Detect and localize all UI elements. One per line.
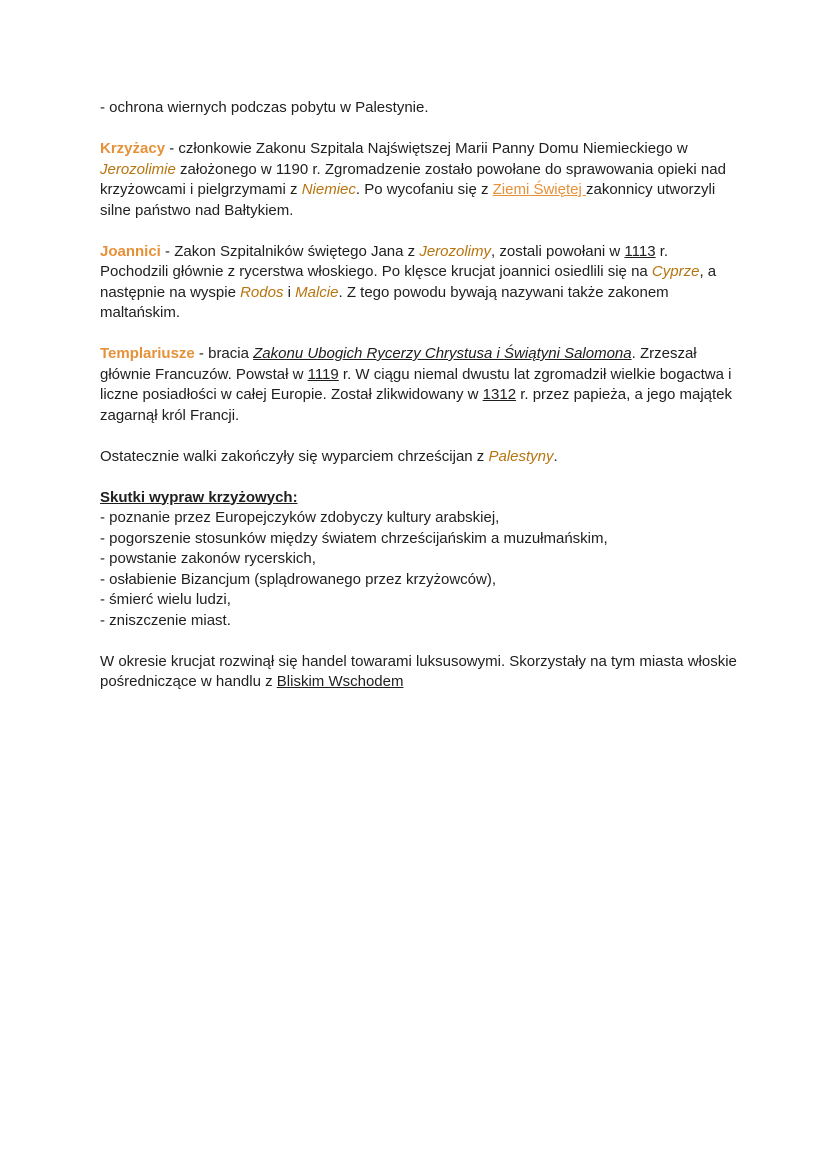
effects-item: - powstanie zakonów rycerskich, bbox=[100, 550, 316, 567]
text: r. przez papieża, a jego majątek zagarnął król Francji. bbox=[100, 386, 733, 424]
term-joannici: Joannici bbox=[100, 242, 161, 260]
text: Ostatecznie walki zakończyły się wyparciem chrześcijan z bbox=[100, 447, 489, 465]
effects-heading: Skutki wypraw krzyżowych: bbox=[100, 488, 298, 506]
text: W okresie krucjat rozwinął się handel towarami luksusowymi. Skorzystały na tym miasta włoskie pośredniczące w handlu z bbox=[100, 652, 737, 690]
place-jerozolimy: Jerozolimy bbox=[419, 242, 492, 260]
year-1312: 1312 bbox=[482, 386, 517, 403]
spacer bbox=[100, 467, 740, 488]
document-page bbox=[100, 98, 740, 693]
spacer bbox=[100, 426, 740, 447]
term-krzyzacy: Krzyżacy bbox=[100, 140, 166, 157]
place-niemiec: Niemiec bbox=[301, 181, 356, 198]
year-1119: 1119 bbox=[307, 365, 339, 383]
spacer bbox=[100, 119, 740, 140]
text: , a następnie na wyspie bbox=[100, 263, 717, 301]
place-jerozolimie: Jerozolimie bbox=[100, 160, 176, 178]
text: . bbox=[553, 447, 558, 465]
text: i bbox=[283, 283, 296, 301]
effects-item: - pogorszenie stosunków między światem chrześcijańskim a muzułmańskim, bbox=[100, 529, 608, 547]
paragraph-krzyzacy bbox=[100, 139, 740, 221]
link-ziemi-swietej[interactable]: Ziemi Świętej bbox=[492, 181, 586, 198]
text: , zostali powołani w bbox=[491, 242, 625, 260]
place-rodos: Rodos bbox=[240, 283, 284, 301]
effects-item: - poznanie przez Europejczyków zdobyczy kultury arabskiej, bbox=[100, 509, 500, 526]
year-1113: 1113 bbox=[624, 242, 656, 260]
text: zakonnicy utworzyli silne państwo nad Bałtykiem. bbox=[100, 181, 716, 219]
paragraph-summary bbox=[100, 447, 740, 468]
link-bliskim-wschodem[interactable]: Bliskim Wschodem bbox=[276, 673, 404, 690]
text: założonego w 1190 r. Zgromadzenie zostało powołane do sprawowania opieki nad krzyżowcami i pielgrzymami z bbox=[100, 160, 726, 198]
text: r. Pochodzili głównie z rycerstwa włoskiego. Po klęsce krucjat joannici osiedlili się na bbox=[100, 242, 669, 280]
text: . Po wycofaniu się z bbox=[355, 181, 493, 198]
paragraph-trade bbox=[100, 652, 740, 693]
place-cyprze: Cyprze bbox=[651, 263, 700, 280]
term-templariusze: Templariusze bbox=[100, 345, 195, 362]
paragraph-joannici bbox=[100, 242, 740, 324]
text: - bracia bbox=[194, 345, 254, 362]
spacer bbox=[100, 631, 740, 652]
text: - Zakon Szpitalników świętego Jana z bbox=[160, 242, 420, 260]
text: r. W ciągu niemal dwustu lat zgromadził wielkie bogactwa i liczne posiadłości w całej Europie. Został zlikwidowany w bbox=[100, 365, 732, 403]
place-malcie: Malcie bbox=[295, 283, 339, 301]
intro-line: - ochrona wiernych podczas pobytu w Palestynie. bbox=[100, 99, 429, 116]
paragraph-templariusze bbox=[100, 344, 740, 426]
text: - członkowie Zakonu Szpitala Najświętszej Marii Panny Domu Niemieckiego w bbox=[165, 140, 688, 157]
effects-item: - osłabienie Bizancjum (splądrowanego przez krzyżowców), bbox=[100, 570, 496, 588]
text: . Z tego powodu bywają nazywani także zakonem maltańskim. bbox=[100, 283, 669, 321]
place-palestyny: Palestyny bbox=[488, 447, 554, 465]
order-name: Zakonu Ubogich Rycerzy Chrystusa i Świątyni Salomona bbox=[253, 345, 632, 362]
effects-item: - zniszczenie miast. bbox=[100, 611, 231, 629]
text: . Zrzeszał głównie Francuzów. Powstał w bbox=[100, 345, 697, 383]
spacer bbox=[100, 221, 740, 242]
effects-item: - śmierć wielu ludzi, bbox=[100, 591, 231, 608]
spacer bbox=[100, 324, 740, 345]
